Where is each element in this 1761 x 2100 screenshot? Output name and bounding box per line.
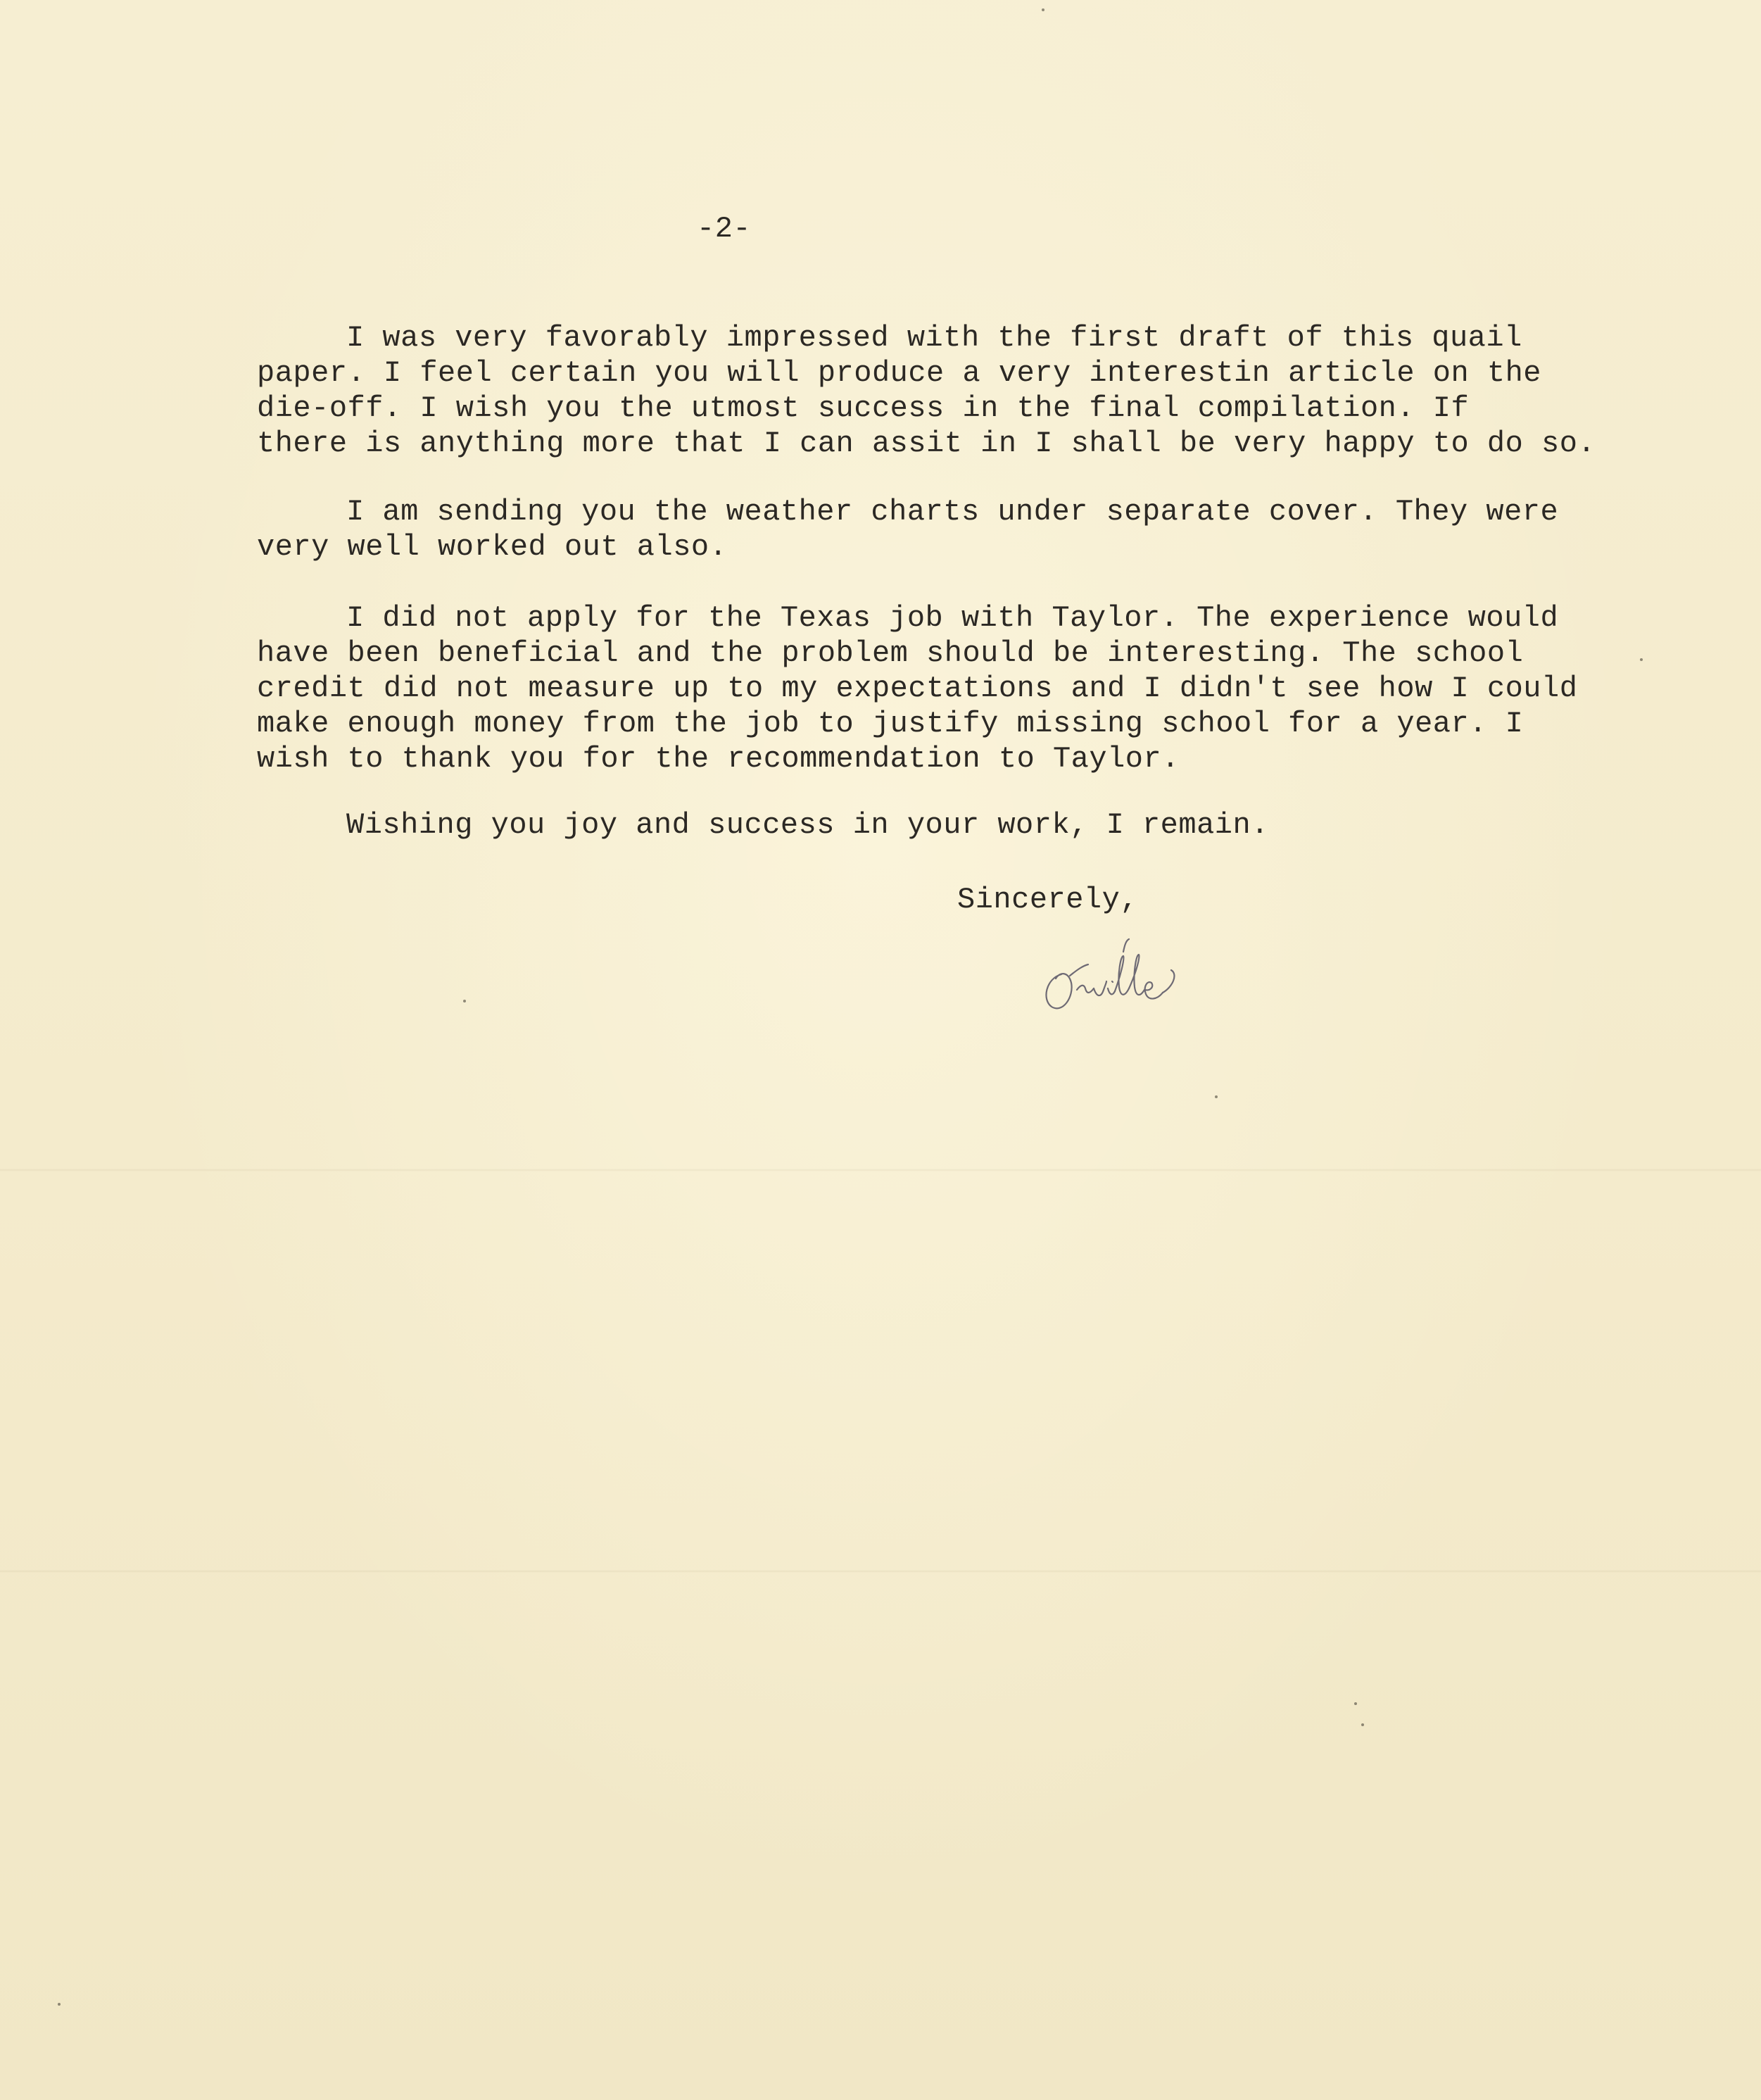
paragraph-line: I was very favorably impressed with the first draft of this quail [346,321,1522,355]
paper-fold-line [0,1169,1761,1171]
paragraph-line: have been beneficial and the problem should be interesting. The school [257,636,1524,670]
body-paragraph [257,601,1577,777]
paragraph-line: there is anything more that I can assit in I shall be very happy to do so. [257,427,1596,460]
paragraph-line: paper. I feel certain you will produce a very interestin article on the [257,356,1541,390]
paragraph-line: very well worked out also. [257,530,728,564]
paragraph-line: credit did not measure up to my expectations and I didn't see how I could [257,672,1578,705]
paper-speck [1640,658,1643,661]
paper-speck [1354,1702,1357,1705]
paragraph-line: die-off. I wish you the utmost success in the final compilation. If [257,391,1470,425]
paragraph-line: I did not apply for the Texas job with Taylor. The experience would [346,601,1559,635]
paper-speck [58,2003,61,2006]
body-paragraph [257,320,1596,461]
paragraph-line: wish to thank you for the recommendation to Taylor. [257,742,1180,776]
paper-speck [463,1000,466,1002]
handwritten-signature [1033,938,1202,1022]
paragraph-line: Wishing you joy and success in your work, I remain. [346,808,1269,842]
paper-fold-line [0,1570,1761,1573]
paper-speck [1215,1095,1218,1098]
page-number: -2- [697,212,752,246]
paragraph-line: I am sending you the weather charts under separate cover. They were [346,495,1559,529]
body-paragraph [257,807,1269,843]
paper-speck [1042,8,1044,11]
body-paragraph [257,494,1558,565]
paper-speck [1361,1723,1364,1726]
paragraph-line: make enough money from the job to justify missing school for a year. I [257,707,1524,741]
closing-salutation: Sincerely, [957,883,1139,917]
